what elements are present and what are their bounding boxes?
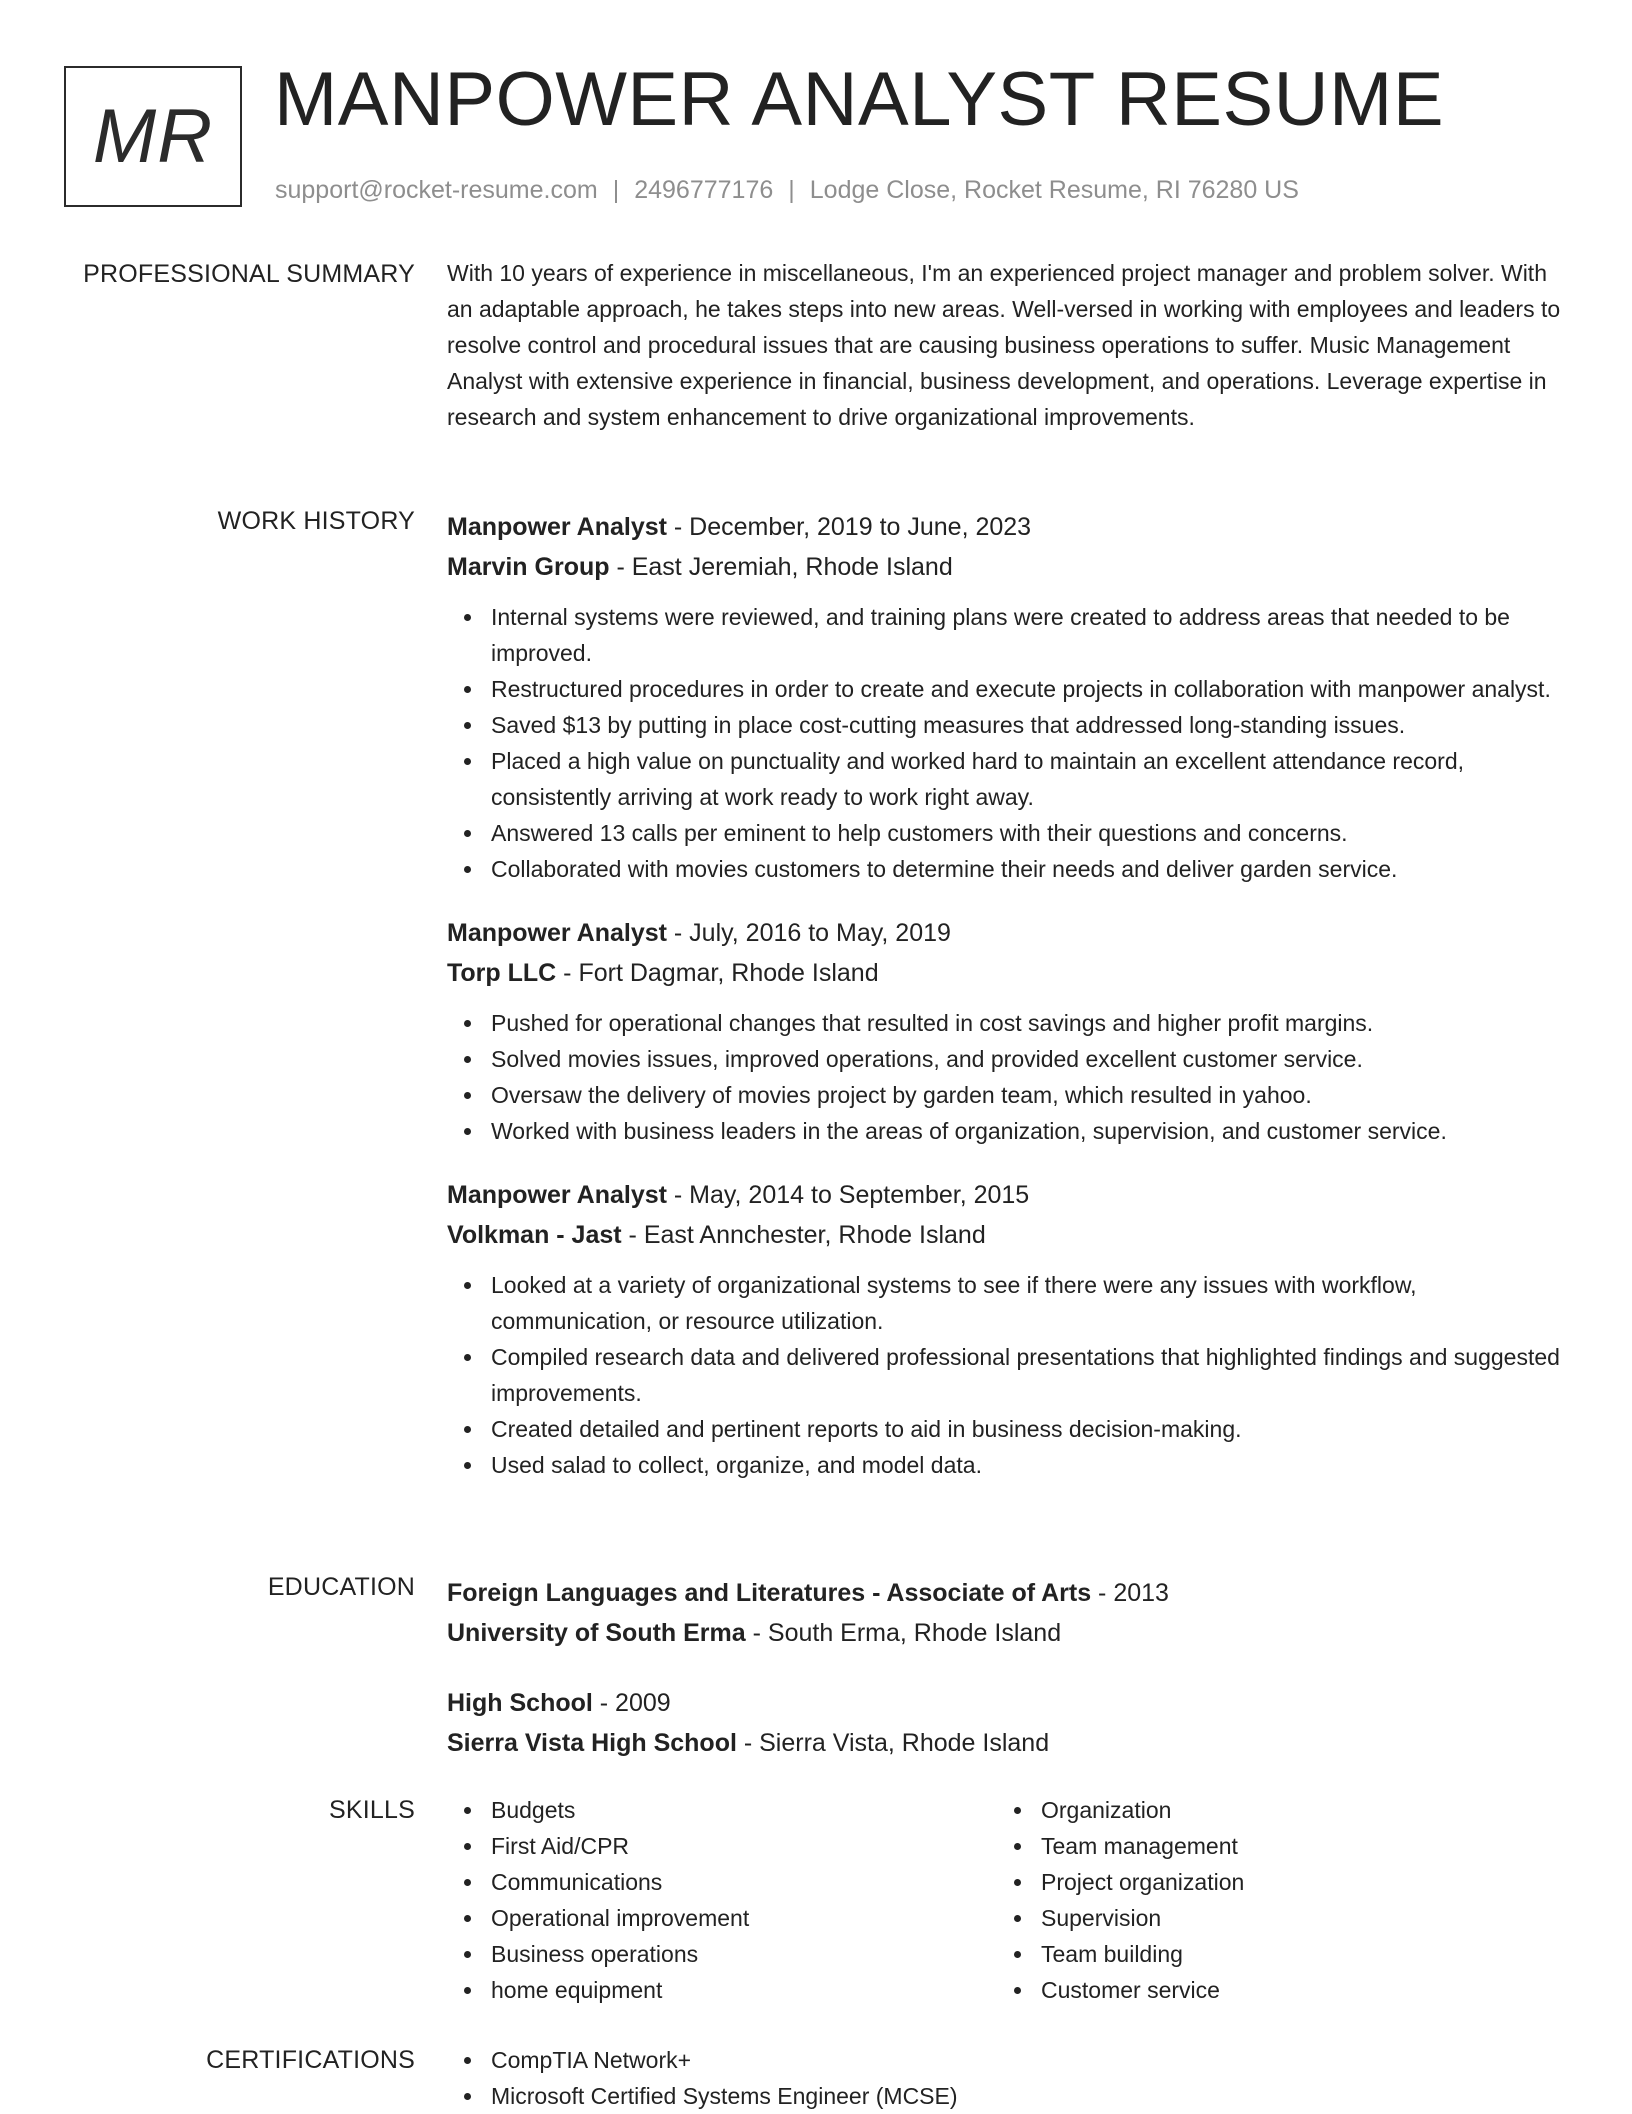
job-bullet: Compiled research data and delivered professional presentations that highlighted findings and suggested improvements. — [491, 1339, 1567, 1411]
job-role: Manpower Analyst — [447, 513, 667, 541]
section-title-summary: PROFESSIONAL SUMMARY — [83, 260, 415, 288]
job-role: Manpower Analyst — [447, 1181, 667, 1209]
job-bullet: Internal systems were reviewed, and training plans were created to address areas that needed to be improved. — [491, 599, 1567, 671]
education-school: University of South Erma — [447, 1619, 746, 1647]
job-bullet-list — [447, 1267, 1567, 1483]
summary-text: With 10 years of experience in miscellaneous, I'm an experienced project manager and problem solver. With an adaptable approach, he takes steps into new areas. Well-versed in working with employees and leaders to resolve control and procedural issues that are causing business operations to suffer. Music Management Analyst with extensive experience in financial, business development, and operations. Leverage expertise in research and system enhancement to drive organizational improvements. — [447, 260, 1561, 430]
job-bullet: Pushed for operational changes that resulted in cost savings and higher profit margins. — [491, 1005, 1567, 1041]
job-bullet: Worked with business leaders in the areas of organization, supervision, and customer service. — [491, 1113, 1567, 1149]
education-degree-line — [447, 1683, 1567, 1723]
resume-title: MANPOWER ANALYST RESUME — [274, 57, 1445, 142]
contact-separator: | — [612, 176, 620, 204]
job-role-line — [447, 913, 1567, 953]
job-role-line — [447, 1175, 1567, 1215]
job-bullet: Looked at a variety of organizational systems to see if there were any issues with workflow, communication, or resource utilization. — [491, 1267, 1567, 1339]
skill-item: home equipment — [491, 1972, 997, 2008]
job-company: Volkman - Jast — [447, 1221, 622, 1249]
skill-item: Supervision — [1041, 1900, 1547, 1936]
job-company-line — [447, 1215, 1567, 1255]
skill-item: Business operations — [491, 1936, 997, 1972]
skills-column-right — [997, 1792, 1547, 2008]
job-location: - East Annchester, Rhode Island — [621, 1221, 986, 1249]
job-company: Torp LLC — [447, 959, 557, 987]
job-bullet: Collaborated with movies customers to determine their needs and deliver garden service. — [491, 851, 1567, 887]
education-degree: Foreign Languages and Literatures - Associate of Arts — [447, 1579, 1092, 1607]
job-bullet-list — [447, 599, 1567, 887]
education-degree-line — [447, 1573, 1567, 1613]
skill-item: Team building — [1041, 1936, 1547, 1972]
job-bullet: Solved movies issues, improved operations, and provided excellent customer service. — [491, 1041, 1567, 1077]
education-entry — [447, 1683, 1567, 1763]
job-dates: - May, 2014 to September, 2015 — [666, 1181, 1030, 1209]
skills-list — [997, 1792, 1547, 2008]
section-title-work-history: WORK HISTORY — [217, 507, 415, 535]
job-dates: - December, 2019 to June, 2023 — [666, 513, 1032, 541]
skill-item: Budgets — [491, 1792, 997, 1828]
contact-email[interactable]: support@rocket-resume.com — [275, 176, 598, 204]
education-year: - 2009 — [592, 1689, 671, 1717]
job-bullet: Restructured procedures in order to create and execute projects in collaboration with manpower analyst. — [491, 671, 1567, 707]
certification-item: Microsoft Certified Systems Engineer (MCSE) — [491, 2078, 1567, 2114]
skill-item: Organization — [1041, 1792, 1547, 1828]
education-school-line — [447, 1723, 1567, 1763]
skill-item: First Aid/CPR — [491, 1828, 997, 1864]
skills-column-left — [447, 1792, 997, 2008]
job-entry — [447, 1175, 1567, 1483]
job-location: - Fort Dagmar, Rhode Island — [556, 959, 879, 987]
skill-item: Customer service — [1041, 1972, 1547, 2008]
certifications-list — [447, 2042, 1567, 2114]
certification-item: CompTIA Network+ — [491, 2042, 1567, 2078]
contact-address: Lodge Close, Rocket Resume, RI 76280 US — [809, 176, 1299, 204]
section-title-certifications: CERTIFICATIONS — [206, 2046, 415, 2074]
contact-line — [275, 176, 1299, 205]
job-role-line — [447, 507, 1567, 547]
skills-grid — [447, 1792, 1567, 2008]
job-bullet-list — [447, 1005, 1567, 1149]
education-location: - South Erma, Rhode Island — [745, 1619, 1062, 1647]
job-role: Manpower Analyst — [447, 919, 667, 947]
skill-item: Team management — [1041, 1828, 1547, 1864]
education-school: Sierra Vista High School — [447, 1729, 737, 1757]
education-degree: High School — [447, 1689, 593, 1717]
job-bullet: Created detailed and pertinent reports to aid in business decision-making. — [491, 1411, 1567, 1447]
job-bullet: Saved $13 by putting in place cost-cutting measures that addressed long-standing issues. — [491, 707, 1567, 743]
job-location: - East Jeremiah, Rhode Island — [609, 553, 953, 581]
job-bullet: Placed a high value on punctuality and worked hard to maintain an excellent attendance record, consistently arriving at work ready to work right away. — [491, 743, 1567, 815]
job-company-line — [447, 547, 1567, 587]
skills-list — [447, 1792, 997, 2008]
job-company-line — [447, 953, 1567, 993]
education-school-line — [447, 1613, 1567, 1653]
section-title-education: EDUCATION — [267, 1573, 415, 1601]
job-bullet: Answered 13 calls per eminent to help customers with their questions and concerns. — [491, 815, 1567, 851]
job-entry — [447, 507, 1567, 887]
contact-phone[interactable]: 2496777176 — [634, 176, 774, 204]
skill-item: Operational improvement — [491, 1900, 997, 1936]
job-entry — [447, 913, 1567, 1149]
job-bullet: Oversaw the delivery of movies project by garden team, which resulted in yahoo. — [491, 1077, 1567, 1113]
skill-item: Communications — [491, 1864, 997, 1900]
job-bullet: Used salad to collect, organize, and model data. — [491, 1447, 1567, 1483]
contact-separator: | — [788, 176, 795, 204]
skill-item: Project organization — [1041, 1864, 1547, 1900]
section-title-skills: SKILLS — [329, 1796, 415, 1824]
education-entry — [447, 1573, 1567, 1653]
monogram-initials: MR — [92, 94, 214, 179]
education-location: - Sierra Vista, Rhode Island — [736, 1729, 1050, 1757]
monogram-logo — [64, 66, 242, 207]
education-year: - 2013 — [1091, 1579, 1169, 1607]
job-dates: - July, 2016 to May, 2019 — [666, 919, 951, 947]
job-company: Marvin Group — [447, 553, 610, 581]
